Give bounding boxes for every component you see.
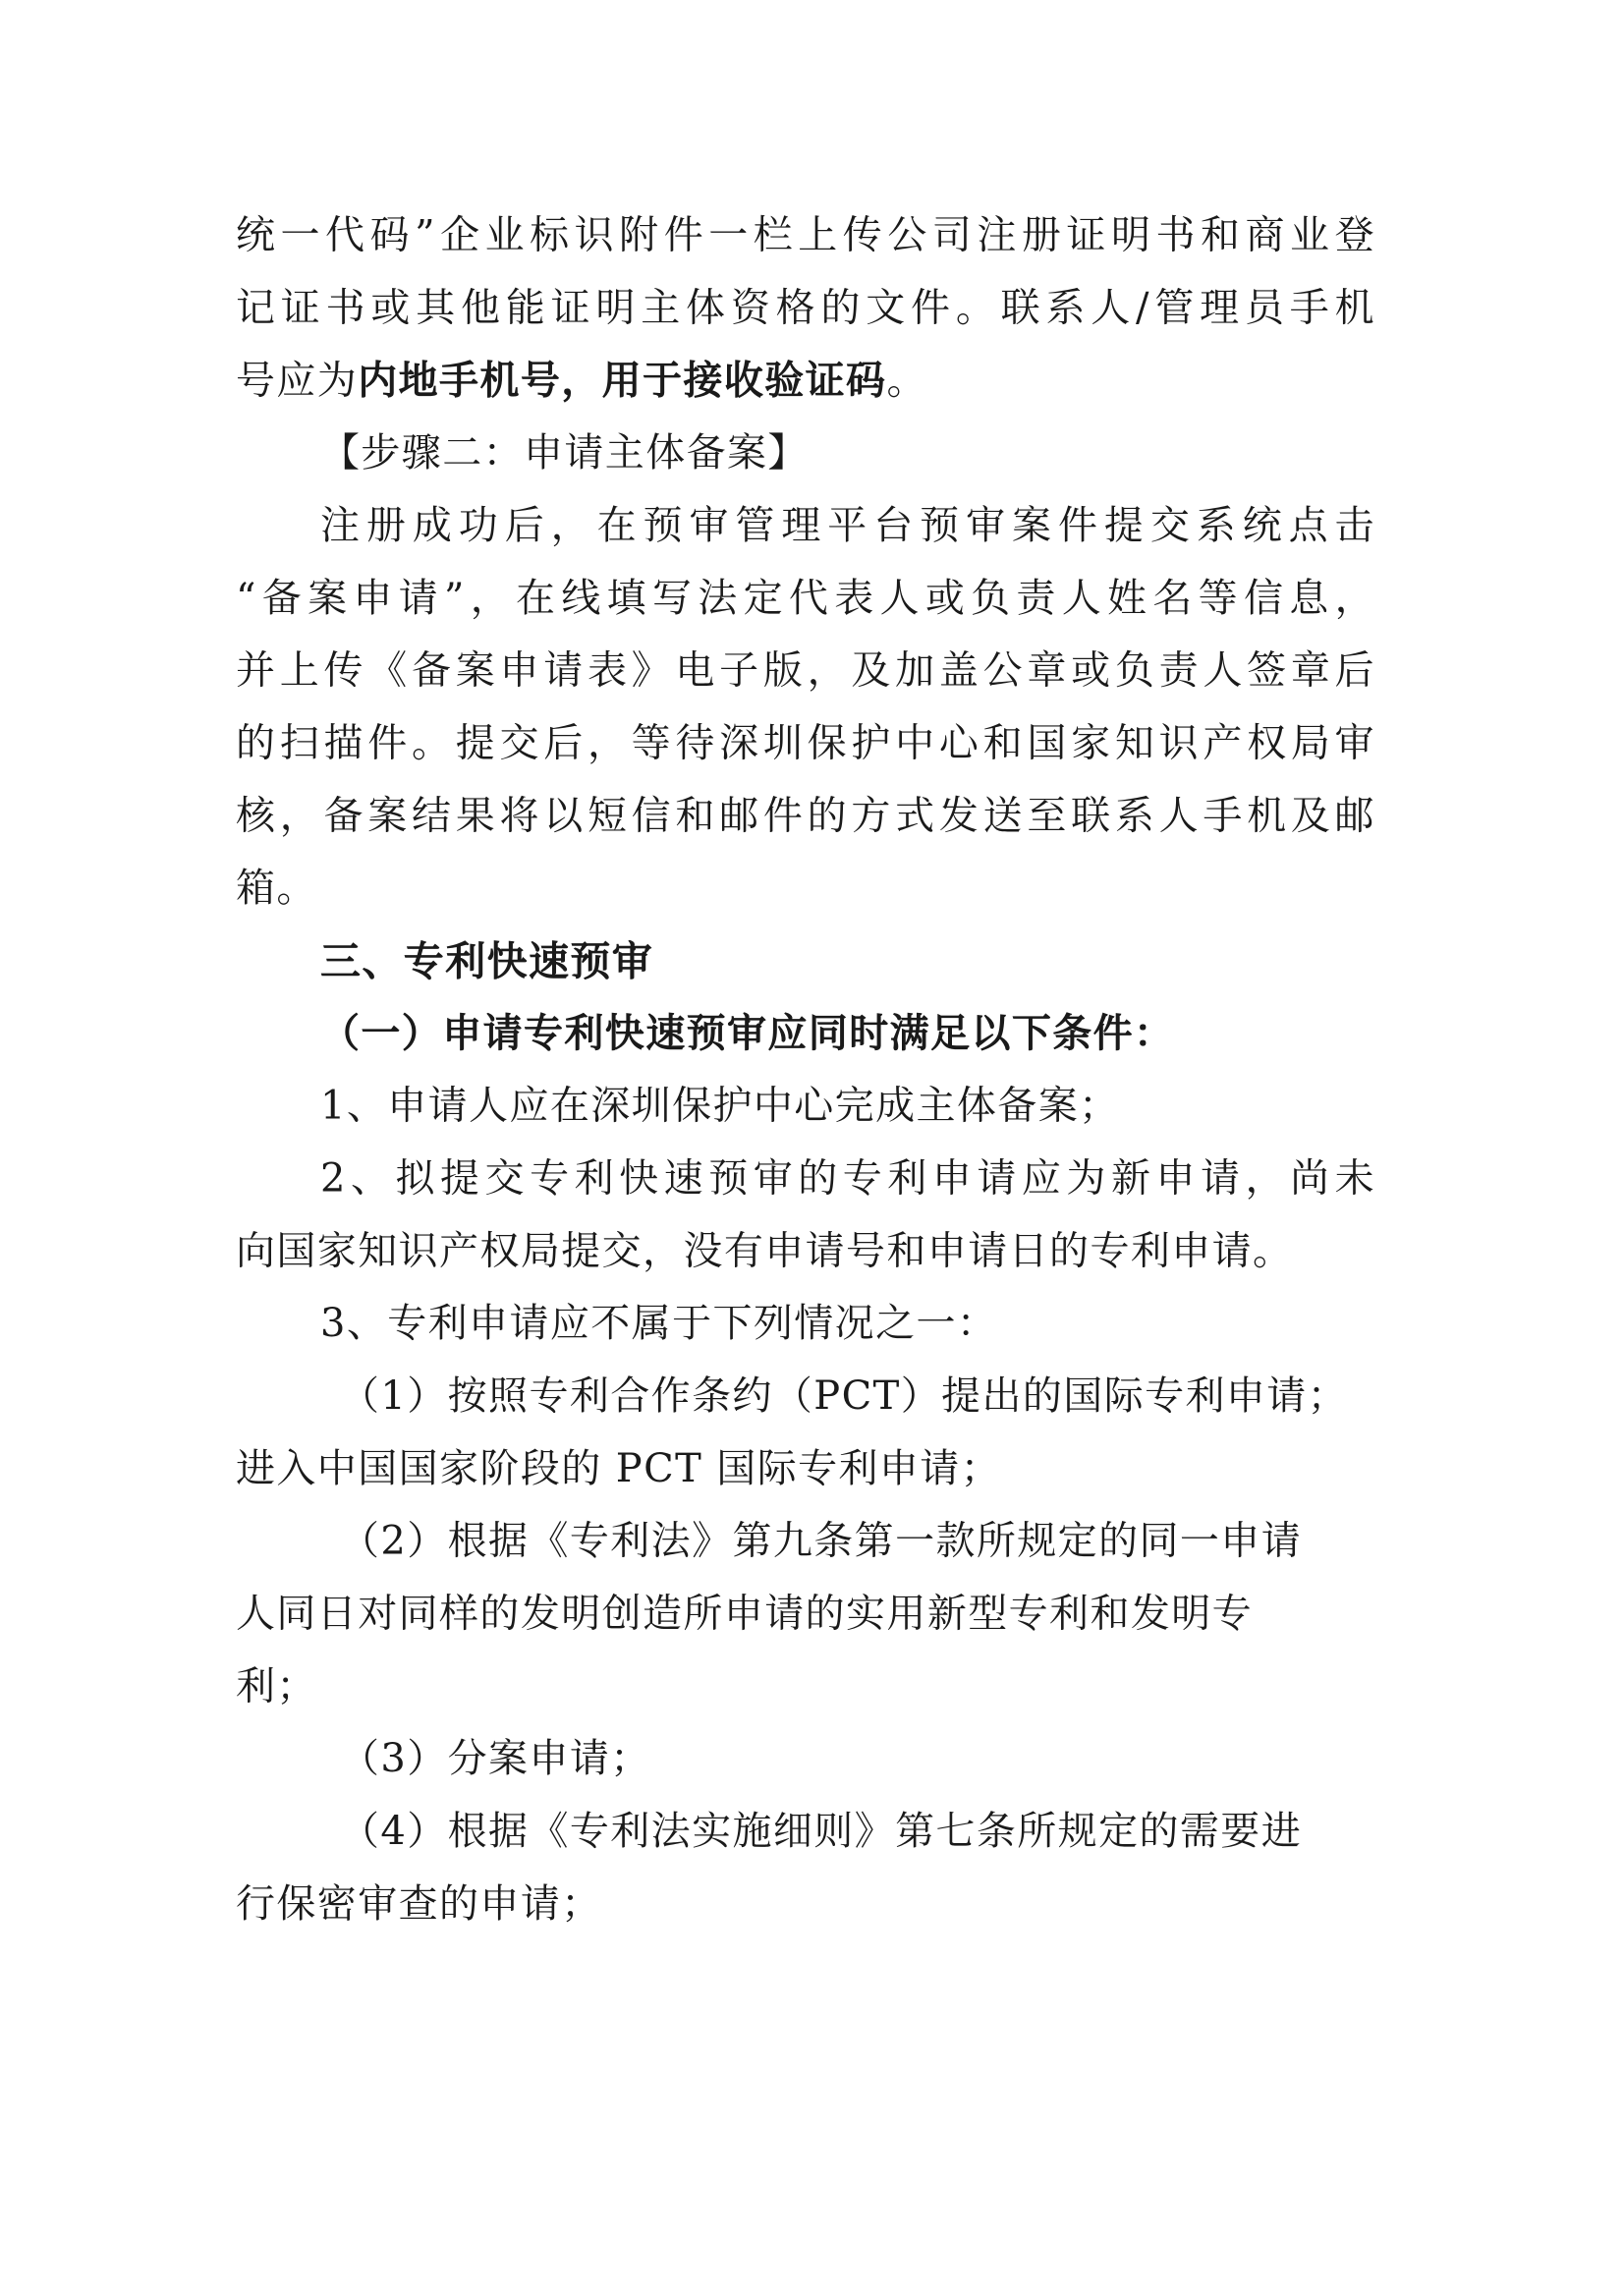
text-run: 统一代码”企业标识附件一栏上传公司注册证明书和商业登 [236, 211, 1375, 258]
text-run: 【步骤二：申请主体备案】 [319, 429, 809, 476]
list-item [340, 1802, 1302, 1861]
paragraph-line [236, 642, 1375, 700]
paragraph-line [236, 1439, 1001, 1498]
list-item [320, 1295, 997, 1354]
paragraph-line [236, 714, 1375, 773]
list-item [320, 1077, 1120, 1136]
text-run: （2）根据《专利法》第九条第一款所规定的同一申请 [339, 1517, 1303, 1564]
list-item [340, 1367, 1348, 1426]
bold-text-run: 内地手机号，用于接收验证码 [358, 357, 887, 404]
step-heading [320, 424, 809, 483]
paragraph-line [236, 569, 1375, 628]
text-run: （1）按照专利合作条约（PCT）提出的国际专利申请； [339, 1372, 1349, 1419]
text-run: 的扫描件。提交后，等待深圳保护中心和国家知识产权局审 [236, 719, 1375, 766]
paragraph-line [236, 352, 927, 411]
paragraph-line [236, 1222, 1293, 1281]
text-run: 行保密审查的申请； [236, 1880, 602, 1927]
paragraph-line [320, 496, 1375, 555]
list-item [340, 1730, 651, 1789]
list-item [340, 1512, 1302, 1571]
text-run: 3、专利申请应不属于下列情况之一： [319, 1300, 998, 1347]
text-run: 并上传《备案申请表》电子版，及加盖公章或负责人签章后 [236, 646, 1375, 694]
text-run: 箱。 [236, 865, 317, 912]
text-run: 进入中国国家阶段的 PCT 国际专利申请； [236, 1444, 1002, 1491]
text-run: 核，备案结果将以短信和邮件的方式发送至联系人手机及邮 [236, 792, 1375, 839]
text-run: （3）分案申请； [339, 1735, 651, 1782]
paragraph-line [236, 787, 1375, 846]
list-item [320, 1149, 1375, 1208]
text-run: 2、拟提交专利快速预审的专利申请应为新申请，尚未 [319, 1154, 1375, 1202]
subsection-heading [320, 1004, 1174, 1063]
paragraph-line [236, 1875, 602, 1933]
paragraph-line [236, 1657, 317, 1716]
text-run: （一）申请专利快速预审应同时满足以下条件： [319, 1009, 1175, 1056]
paragraph-line [236, 860, 317, 919]
text-run: 号应为 [236, 357, 359, 404]
text-run: 向国家知识产权局提交，没有申请号和申请日的专利申请。 [236, 1227, 1294, 1274]
text-run: 。 [886, 357, 927, 404]
text-run: 记证书或其他能证明主体资格的文件。联系人/管理员手机 [236, 284, 1375, 331]
text-run: 利； [236, 1662, 317, 1709]
paragraph-line [236, 279, 1375, 338]
paragraph-line [236, 206, 1375, 265]
text-run: 三、专利快速预审 [319, 937, 654, 985]
text-run: 注册成功后，在预审管理平台预审案件提交系统点击 [319, 502, 1375, 548]
text-run: 1、申请人应在深圳保护中心完成主体备案； [319, 1082, 1120, 1129]
section-heading [320, 931, 653, 990]
text-run: “备案申请”，在线填写法定代表人或负责人姓名等信息， [236, 574, 1375, 621]
text-run: 人同日对同样的发明创造所申请的实用新型专利和发明专 [236, 1590, 1254, 1637]
paragraph-line [236, 1585, 1253, 1644]
text-run: （4）根据《专利法实施细则》第七条所规定的需要进 [339, 1808, 1303, 1855]
